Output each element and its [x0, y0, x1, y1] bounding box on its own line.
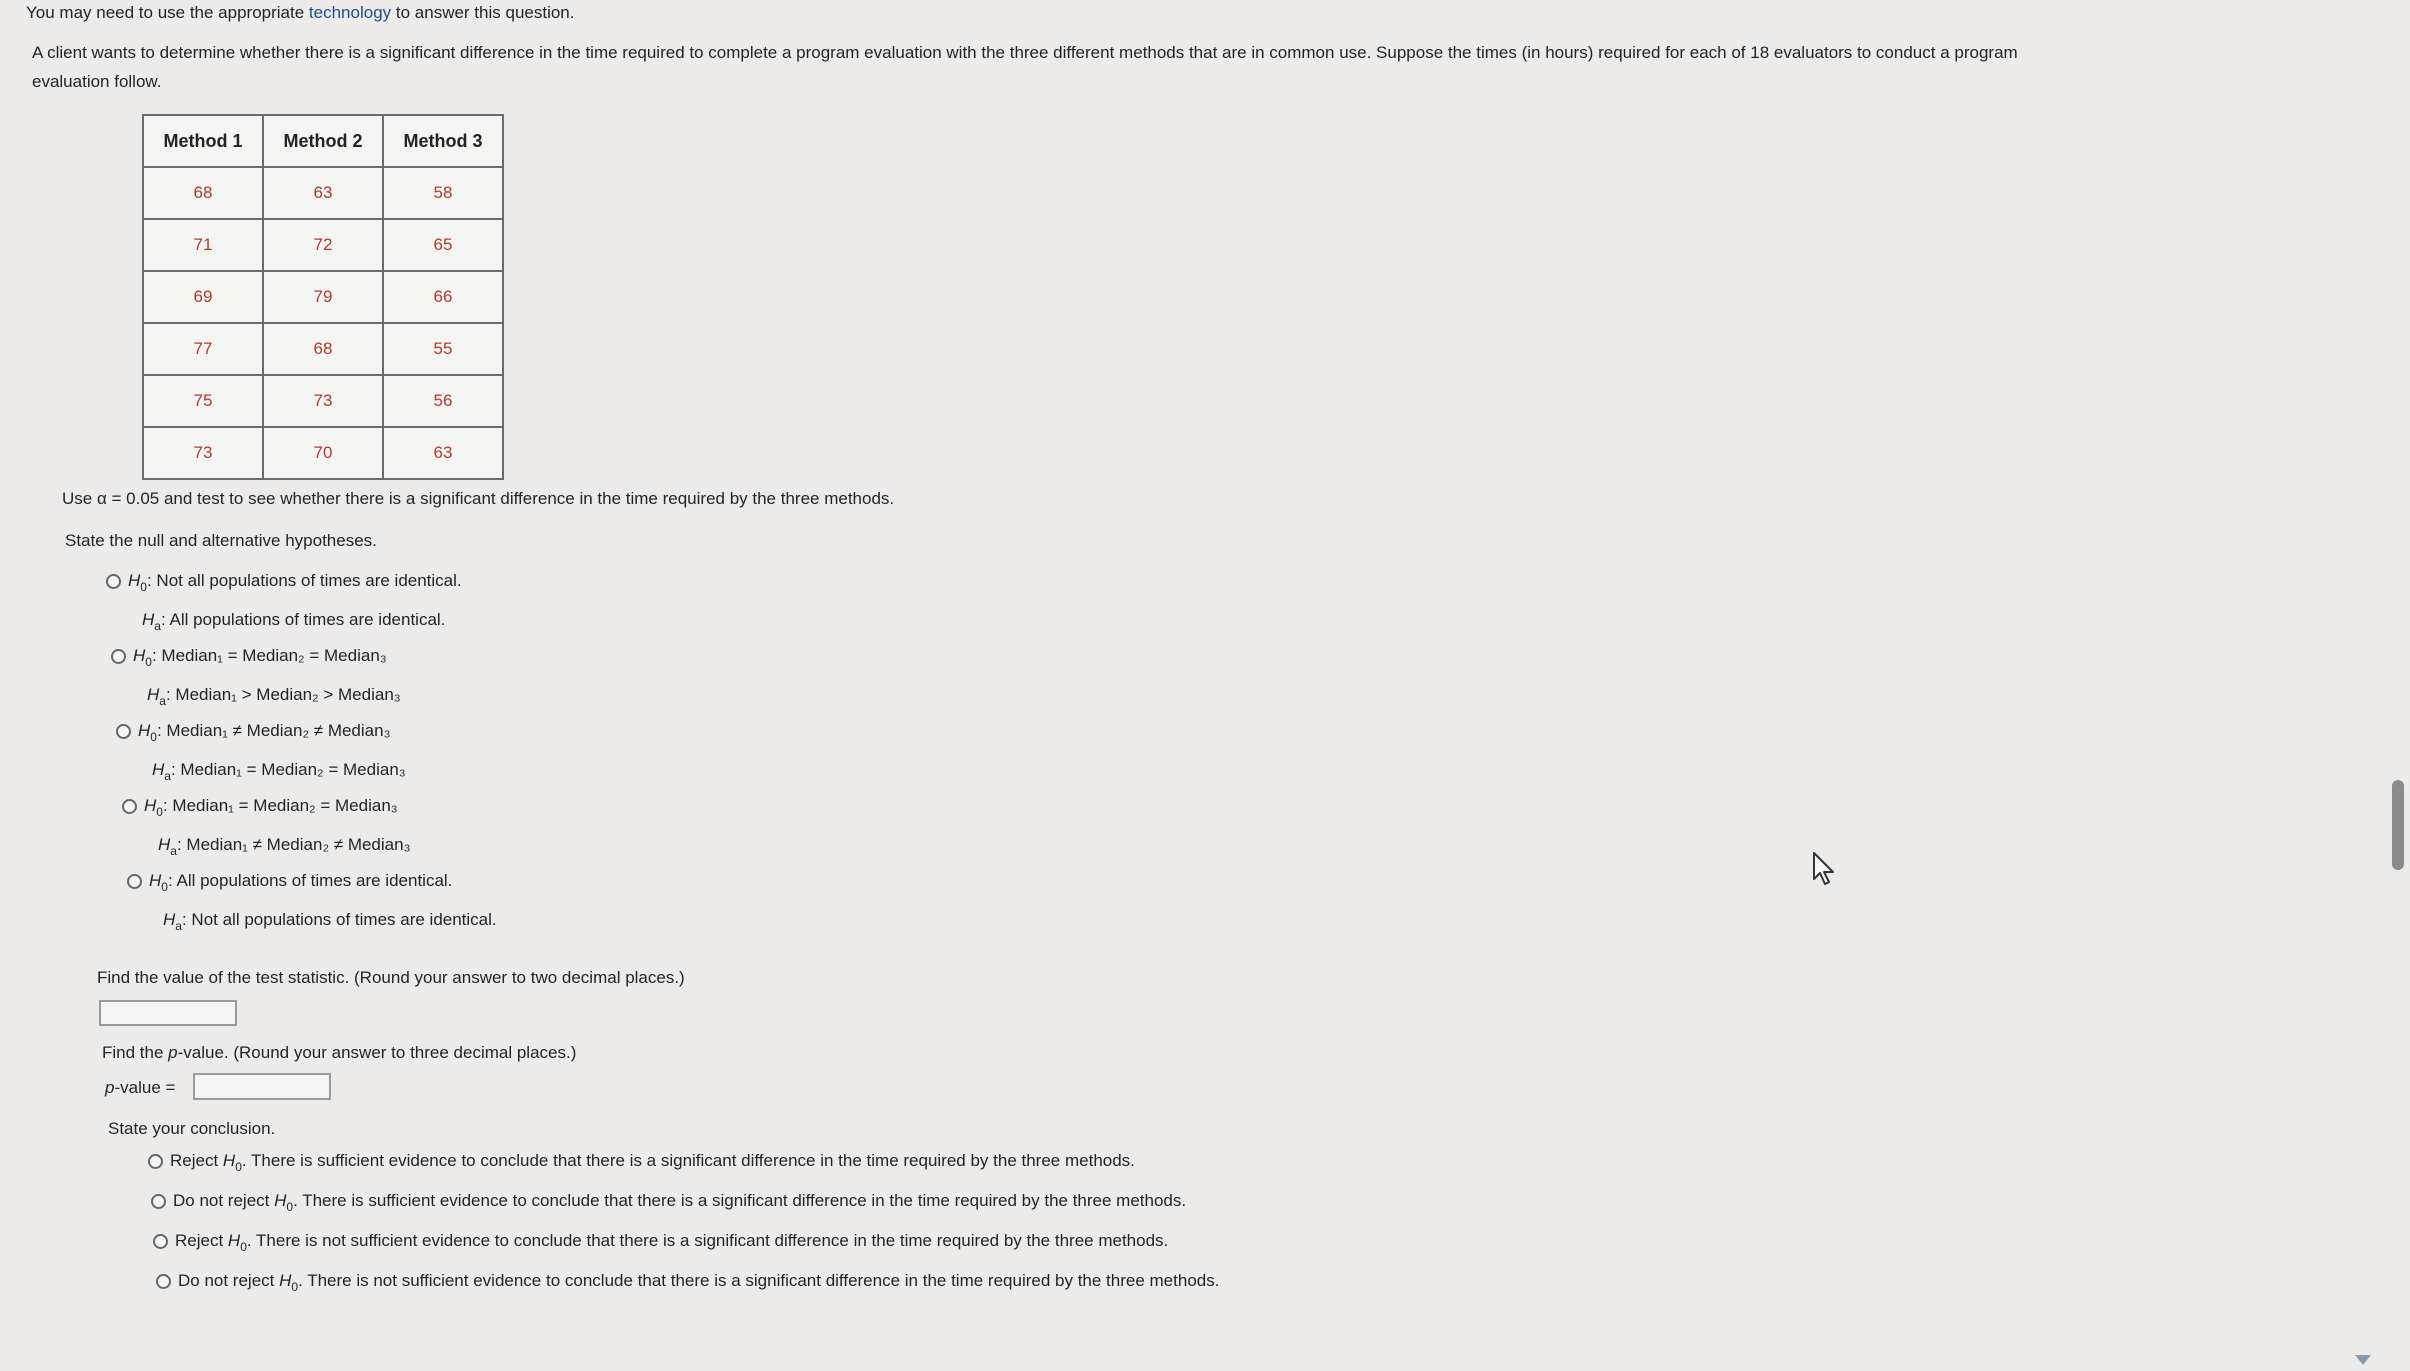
table-cell: 73 [143, 427, 263, 479]
technology-link[interactable]: technology [308, 3, 392, 22]
table-cell: 63 [383, 427, 503, 479]
table-row [143, 375, 503, 427]
scroll-down-arrow-icon[interactable] [2355, 1355, 2371, 1365]
h0-text: : Median₁ ≠ Median₂ ≠ Median₃ [156, 721, 391, 740]
h0-symbol: $H_0$ [128, 571, 147, 594]
hypothesis-option-3[interactable] [116, 720, 406, 787]
radio-button[interactable] [156, 1274, 171, 1289]
ha-text: : Not all populations of times are identical. [181, 910, 497, 929]
ha-text: : Median₁ ≠ Median₂ ≠ Median₃ [176, 835, 411, 854]
hypothesis-option-4[interactable] [122, 795, 411, 862]
radio-button[interactable] [127, 874, 142, 889]
table-cell: 66 [383, 271, 503, 323]
radio-button[interactable] [111, 649, 126, 664]
ha-symbol: $H_a$ [147, 685, 166, 708]
header-method-3: Method 3 [383, 115, 503, 167]
mouse-cursor-icon [1812, 851, 1838, 892]
table-cell: 70 [263, 427, 383, 479]
table-cell: 73 [263, 375, 383, 427]
h0-symbol: $H_0$ [133, 646, 152, 669]
table-cell: 55 [383, 323, 503, 375]
h0-symbol: $H_0$ [149, 871, 168, 894]
h0-text: : All populations of times are identical. [167, 871, 453, 890]
table-cell: 65 [383, 219, 503, 271]
table-cell: 77 [143, 323, 263, 375]
radio-button[interactable] [148, 1154, 163, 1169]
intro-text [26, 2, 574, 24]
table-cell: 68 [143, 167, 263, 219]
table-cell: 72 [263, 219, 383, 271]
state-hypotheses-label: State the null and alternative hypotheses. [65, 531, 377, 550]
table-row [143, 167, 503, 219]
ha-symbol: $H_a$ [163, 910, 182, 933]
table-cell: 63 [263, 167, 383, 219]
intro-before-link: You may need to use the appropriate [26, 3, 309, 22]
h0-text: : Not all populations of times are identical. [146, 571, 462, 590]
conclusion-option-3[interactable]: Reject $H_0$. There is not sufficient evidence to conclude that there is a significant difference in the time required by the three methods. [153, 1230, 1168, 1258]
conclusion-prompt: State your conclusion. [108, 1119, 276, 1138]
table-cell: 56 [383, 375, 503, 427]
table-header-row [143, 115, 503, 167]
h0-text: : Median₁ = Median₂ = Median₃ [162, 796, 398, 815]
p-value-prompt: Find the p-value. (Round your answer to three decimal places.) [102, 1043, 577, 1062]
radio-button[interactable] [151, 1194, 166, 1209]
radio-button[interactable] [116, 724, 131, 739]
conclusion-option-4[interactable]: Do not reject $H_0$. There is not sufficient evidence to conclude that there is a significant difference in the time required by the three methods. [156, 1270, 1219, 1298]
table-cell: 71 [143, 219, 263, 271]
conclusion-option-1[interactable]: Reject $H_0$. There is sufficient evidence to conclude that there is a significant difference in the time required by the three methods. [148, 1150, 1135, 1178]
h0-symbol: $H_0$ [144, 796, 163, 819]
hypothesis-option-5[interactable] [127, 870, 497, 937]
radio-button[interactable] [106, 574, 121, 589]
header-method-2: Method 2 [263, 115, 383, 167]
table-row [143, 271, 503, 323]
ha-text: : Median₁ > Median₂ > Median₃ [165, 685, 401, 704]
table-cell: 68 [263, 323, 383, 375]
hypothesis-option-1[interactable] [106, 570, 462, 637]
test-statistic-prompt: Find the value of the test statistic. (Round your answer to two decimal places.) [97, 968, 685, 987]
ha-text: : Median₁ = Median₂ = Median₃ [170, 760, 406, 779]
alpha-instruction: Use α = 0.05 and test to see whether there is a significant difference in the time required by the three methods. [62, 489, 895, 508]
problem-line-1: A client wants to determine whether there is a significant difference in the time required to complete a program evaluation with the three different methods that are in common use. Suppose the times (in hours) required for each of 18 evaluators to conduct a program [32, 43, 2018, 62]
data-table [142, 114, 504, 480]
table-cell: 75 [143, 375, 263, 427]
p-value-input[interactable] [193, 1073, 331, 1100]
radio-button[interactable] [153, 1234, 168, 1249]
p-value-label: p-value = [105, 1078, 176, 1097]
ha-symbol: $H_a$ [152, 760, 171, 783]
h0-symbol: $H_0$ [138, 721, 157, 744]
table-row [143, 323, 503, 375]
problem-line-2: evaluation follow. [32, 72, 162, 91]
test-statistic-input[interactable] [99, 1000, 237, 1026]
table-cell: 79 [263, 271, 383, 323]
table-cell: 69 [143, 271, 263, 323]
radio-button[interactable] [122, 799, 137, 814]
hypothesis-option-2[interactable] [111, 645, 401, 712]
intro-after-link: to answer this question. [391, 3, 575, 22]
scrollbar-thumb[interactable] [2392, 780, 2404, 870]
ha-text: : All populations of times are identical. [160, 610, 446, 629]
table-row [143, 427, 503, 479]
ha-symbol: $H_a$ [142, 610, 161, 633]
header-method-1: Method 1 [143, 115, 263, 167]
table-row [143, 219, 503, 271]
ha-symbol: $H_a$ [158, 835, 177, 858]
table-cell: 58 [383, 167, 503, 219]
h0-text: : Median₁ = Median₂ = Median₃ [151, 646, 387, 665]
conclusion-option-2[interactable]: Do not reject $H_0$. There is sufficient evidence to conclude that there is a significant difference in the time required by the three methods. [151, 1190, 1186, 1218]
